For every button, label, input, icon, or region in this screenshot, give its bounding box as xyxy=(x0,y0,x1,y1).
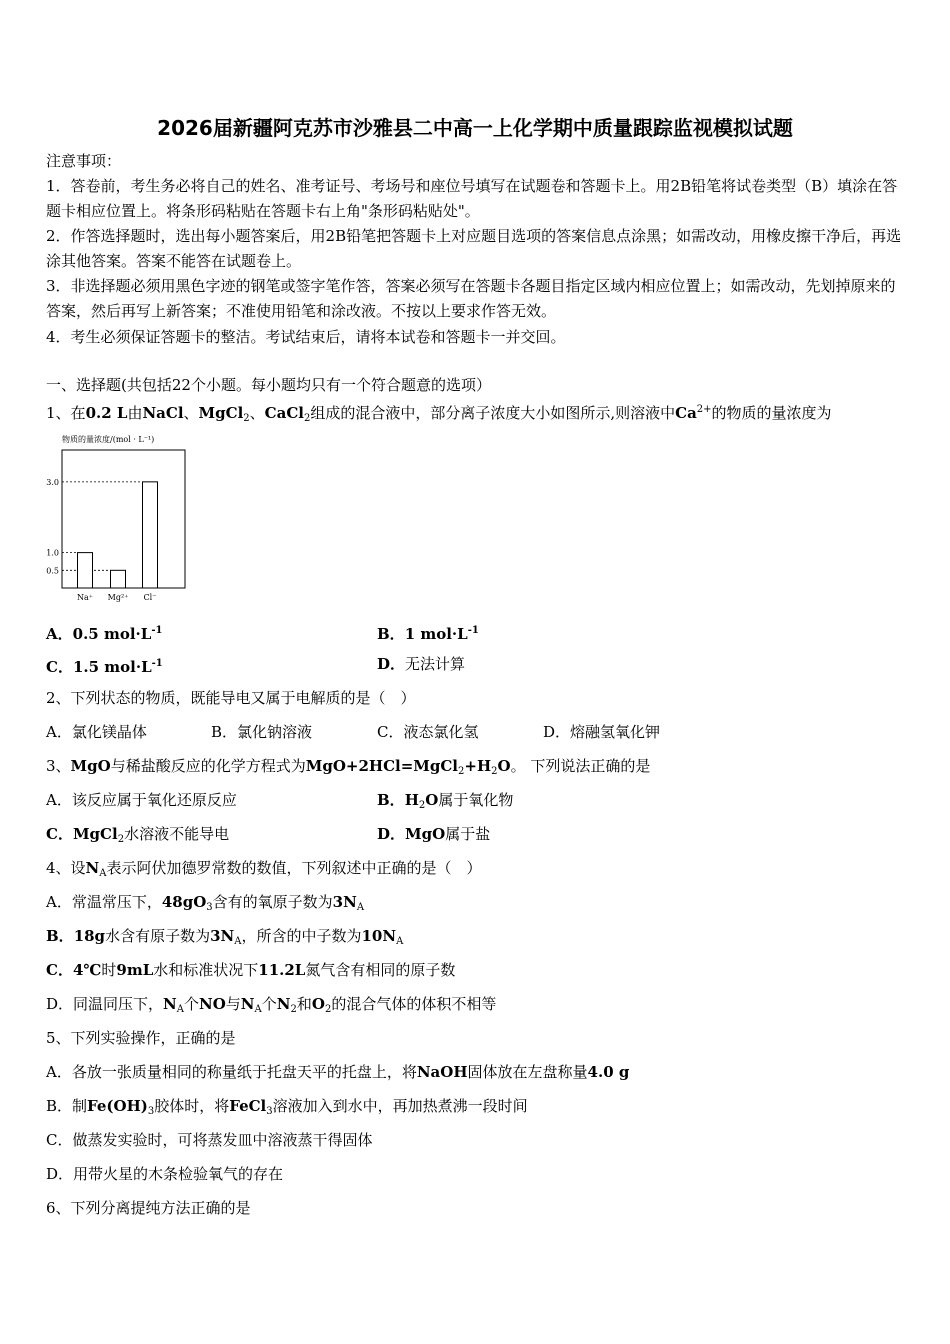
y-tick-label-2: 3.0 xyxy=(46,477,59,487)
q2-option-c[interactable]: C．液态氯化氢 xyxy=(377,723,479,741)
q3-option-b[interactable]: B．$H_2O$属于氧化物 xyxy=(377,791,514,811)
bar-0 xyxy=(78,553,93,588)
notice-item-2: 2．作答选择题时，选出每小题答案后，用2B铅笔把答题卡上对应题目选项的答案信息点涂黑；如需改动，用橡皮擦干净后，再选涂其他答案。答案不能答在试题卷上。 xyxy=(46,227,902,270)
x-tick-label-2: Cl⁻ xyxy=(143,593,157,602)
y-tick-label-0: 0.5 xyxy=(46,566,59,576)
notice-item-1: 1．答卷前，考生务必将自己的姓名、准考证号、考场号和座位号填写在试题卷和答题卡上。用2B铅笔将试卷类型（B）填涂在答题卡相应位置上。将条形码粘贴在答题卡右上角"条形码粘贴处"。 xyxy=(46,177,898,220)
chart-ylabel: 物质的量浓度/(mol · L⁻¹) xyxy=(62,435,155,444)
x-tick-label-0: Na⁺ xyxy=(77,593,93,602)
question-2: 2、下列状态的物质，既能导电又属于电解质的是（ ） xyxy=(46,689,416,707)
q2-option-a[interactable]: A．氯化镁晶体 xyxy=(46,723,147,741)
q1-option-b[interactable]: B．1 $mol\cdot L^{-1}$ xyxy=(377,625,479,643)
notice-item-4: 4．考生必须保证答题卡的整洁。考试结束后，请将本试卷和答题卡一并交回。 xyxy=(46,328,566,346)
y-tick-label-1: 1.0 xyxy=(46,548,59,558)
question-6: 6、下列分离提纯方法正确的是 xyxy=(46,1199,251,1217)
q5-option-c[interactable]: C．做蒸发实验时，可将蒸发皿中溶液蒸干得固体 xyxy=(46,1131,373,1149)
section-heading: 一、选择题(共包括22个小题。每小题均只有一个符合题意的选项） xyxy=(46,376,491,394)
bar-1 xyxy=(111,570,126,588)
question-4: 4、设$N_A$表示阿伏加德罗常数的数值，下列叙述中正确的是（ ） xyxy=(46,859,482,879)
q2-option-d[interactable]: D．熔融氢氧化钾 xyxy=(543,723,661,741)
x-tick-label-1: Mg²⁺ xyxy=(107,593,129,602)
q1-option-d[interactable]: D．无法计算 xyxy=(377,655,466,673)
q4-option-b[interactable]: B．18g水含有原子数为$3N_A$，所含的中子数为$10N_A$ xyxy=(46,927,404,947)
q1-option-a[interactable]: A．0.5 $mol\cdot L^{-1}$ xyxy=(46,625,163,643)
q4-option-c[interactable]: C．4℃时9mL水和标准状况下11.2L氮气含有相同的原子数 xyxy=(46,961,456,979)
q4-option-d[interactable]: D．同温同压下，$N_A$个NO与$N_A$个$N_2$和$O_2$的混合气体的体积不相等 xyxy=(46,995,497,1015)
notice-heading: 注意事项： xyxy=(46,152,122,170)
q3-option-a[interactable]: A．该反应属于氧化还原反应 xyxy=(46,791,237,809)
q2-option-b[interactable]: B．氯化钠溶液 xyxy=(211,723,313,741)
page-title: 2026届新疆阿克苏市沙雅县二中高一上化学期中质量跟踪监视模拟试题 xyxy=(157,116,793,140)
question-5: 5、下列实验操作，正确的是 xyxy=(46,1029,236,1047)
question-1: 1、在0.2 L由NaCl、MgCl$_2$、CaCl$_2$组成的混合液中，部分离子浓度大小如图所示,则溶液中$Ca^{2+}$的物质的量浓度为 xyxy=(46,404,832,424)
question-3: 3、MgO与稀盐酸反应的化学方程式为$MgO+2HCl=MgCl_2+H_2O$。 下列说法正确的是 xyxy=(46,757,651,777)
bar-2 xyxy=(143,482,158,588)
q3-option-c[interactable]: C．MgCl$_2$水溶液不能导电 xyxy=(46,825,230,845)
q5-option-b[interactable]: B．制$Fe(OH)_3$胶体时，将FeCl$_3$溶液加入到水中，再加热煮沸一段时间 xyxy=(46,1097,528,1117)
q5-option-a[interactable]: A．各放一张质量相同的称量纸于托盘天平的托盘上，将NaOH固体放在左盘称量4.0 g xyxy=(46,1063,630,1081)
ion-concentration-chart xyxy=(40,430,200,608)
q4-option-a[interactable]: A．常温常压下，$48gO_3$含有的氧原子数为$3N_A$ xyxy=(46,893,365,913)
notice-item-3: 3．非选择题必须用黑色字迹的钢笔或签字笔作答，答案必须写在答题卡各题目指定区域内相应位置上；如需改动，先划掉原来的答案，然后再写上新答案；不准使用铅笔和涂改液。不按以上要求作答无效。 xyxy=(46,277,896,320)
q5-option-d[interactable]: D．用带火星的木条检验氧气的存在 xyxy=(46,1165,284,1183)
q3-option-d[interactable]: D．MgO属于盐 xyxy=(377,825,491,843)
q1-option-c[interactable]: C．1.5 $mol\cdot L^{-1}$ xyxy=(46,658,163,676)
